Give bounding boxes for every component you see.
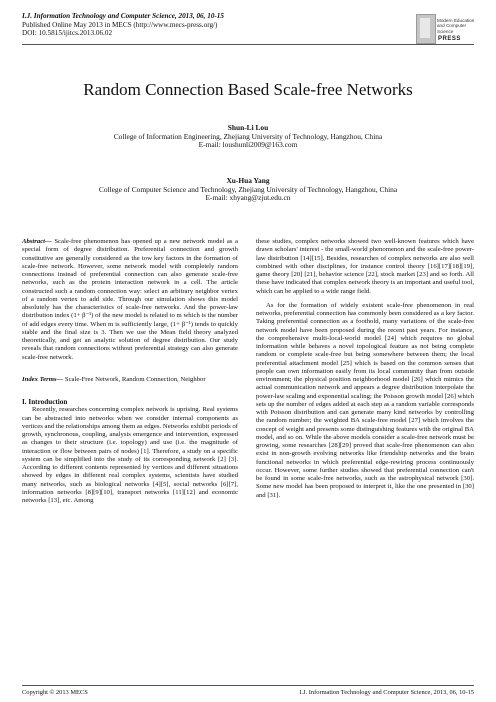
author-affiliation: College of Computer Science and Technology, Zhejiang University of Technology, Hangzhou, China (98, 184, 398, 194)
index-terms-label: Index Terms— (22, 375, 64, 383)
paper-title: Random Connection Based Scale-free Networks (83, 80, 413, 99)
author-block-1 (22, 124, 474, 150)
index-terms-text: Scale-Free Network, Random Connection, Neighbor (63, 375, 206, 383)
header-rule (22, 44, 474, 45)
journal-line: I.J. Information Technology and Computer Science, 2013, 06, 10-15 (22, 12, 224, 20)
author-block-2 (22, 177, 474, 203)
author-name: Shun-Li Lou (227, 123, 269, 132)
doi-line: DOI: 10.5815/ijitcs.2013.06.02 (22, 29, 113, 38)
abstract-label: Abstract— (22, 238, 52, 245)
journal-header (22, 12, 382, 38)
logo-text: Modern Education and Computer Science (437, 18, 475, 34)
author-email: E-mail: loushunli2009@163.com (198, 140, 298, 150)
footer-copyright: Copyright © 2013 MECS (22, 689, 88, 696)
index-terms (22, 376, 238, 384)
book-icon (416, 14, 436, 44)
author-affiliation: College of Information Engineering, Zhejiang University of Technology, Hangzhou, China (113, 131, 383, 141)
author-name: Xu-Hua Yang (226, 176, 270, 185)
formation-paragraph: As for the formation of widely existent scale-free phenomenon in real networks, preferential connection has commonly been considered as a key factor. Taking preferential connection as a foothold, many variations of the scale-free network model have been proposed during the recent past years. For instance, the comprehensive multi-local-world model [24] which requires no global information while behaves a novel topological feature as not being complete random or complete scale-free but being somewhere between them; the local preferential attachment model [25] which is based on the common senses that people can own information easily from its local community than from outside environment; the physical position neighborhood model [26] which mimics the actual communication network and appears a degree distribution interpolate the power-law scaling and exponential scaling; the Poisson growth model [26] which sets up the number of edges added at each step as a random variable corresponds with Poisson distribution and can generate many kind networks by controlling the random number; the weighted BA scale-free model [27] which involves the concept of weight and presents some distinguishing features with the original BA model, and so on. While the above models consider a scale-free network must be growing, some researches [28][29] proved that scale-free phenomenon can also exist in non-growth evolving networks like friendship networks and the brain functional networks in which preferential edge-rewiring process continuously occur. However, some further studies showed that preferential connection can't be found in some scale-free networks, such as the astrophysical network [30]. Some new model has been proposed to interpret it, like the one presented in [30] and [31]. (256, 301, 474, 499)
published-line: Published Online May 2013 in MECS (http://www.mecs-press.org/) (22, 20, 218, 29)
logo-press: PRESS (438, 36, 461, 42)
page-footer (22, 689, 474, 696)
section-heading: I. Introduction (22, 398, 68, 406)
intro-paragraph: Recently, researches concerning complex network is uprising. Real systems can be abstracted into networks when we consider internal components as vertices and the relationships among them as edges. Networks exhibit periods of growth, synchronous, coupling, analysis emergence and intervention, expressed as changes to their structure (i.e. topology) and use (i.e. the magnitude of interaction or flow between pairs of nodes) [1]. Therefore, a study on a specific system can be simplified into the study of its corresponding network [2] [3]. According to different contents represented by vertices and different situations showed by edges in different real complex systems, scientists have studied many networks, such as biological networks [4][5], social networks [6][7], information networks [8][9][10], transport networks [11][12] and economic networks [13], etc. Among (22, 406, 238, 504)
footer-citation: I.J. Information Technology and Computer Science, 2013, 06, 10-15 (299, 689, 474, 696)
intro-paragraph-continued: these studies, complex networks showed two well-known features which have drawn scholars' interest - the small-world phenomenon and the scale-free power-law distribution [14][15]. Besides, researches of complex networks are also well combined with other disciplines, for instance control theory [16][17][18][19], game theory [20] [21], behavior science [22], stock market [23] and so forth. All these have indicated that complex network theory is an important and useful tool, which can be applied to a wide range field. (256, 238, 474, 295)
abstract-text: Scale-free phenomenon has opened up a new network model as a special form of degree distribution. Preferential connection and growth constitutive are generally considered as the tow key factors in the formation of scale-free network. However, some network model with completely random connections instead of preferential connection can also generate scale-free networks, such as the protein interaction network in a cell. The article constructed such a random connection way: select an arbitrary neighbor vertex of a random vertex to add side. Through our simulation shows this model absolutely has the characteristics of scale-free networks. And the power-law distribution index (1+ β⁻¹) of the new model is related to m which is the number of add edges every time. When m is sufficiently large, (1+ β⁻¹) tends to quickly stable and the final size is 3. Then we use the Mean field theory analyzed theoretically, and get an analytic solution of degree distribution. Our study reveals that random connections without preferential strategy can also generate scale-free network. (22, 238, 238, 361)
footer-rule (22, 685, 474, 686)
author-email: E-mail: xhyang@zjut.edu.cn (205, 193, 291, 203)
right-column (256, 238, 474, 500)
left-column (22, 238, 238, 505)
abstract (22, 238, 238, 362)
